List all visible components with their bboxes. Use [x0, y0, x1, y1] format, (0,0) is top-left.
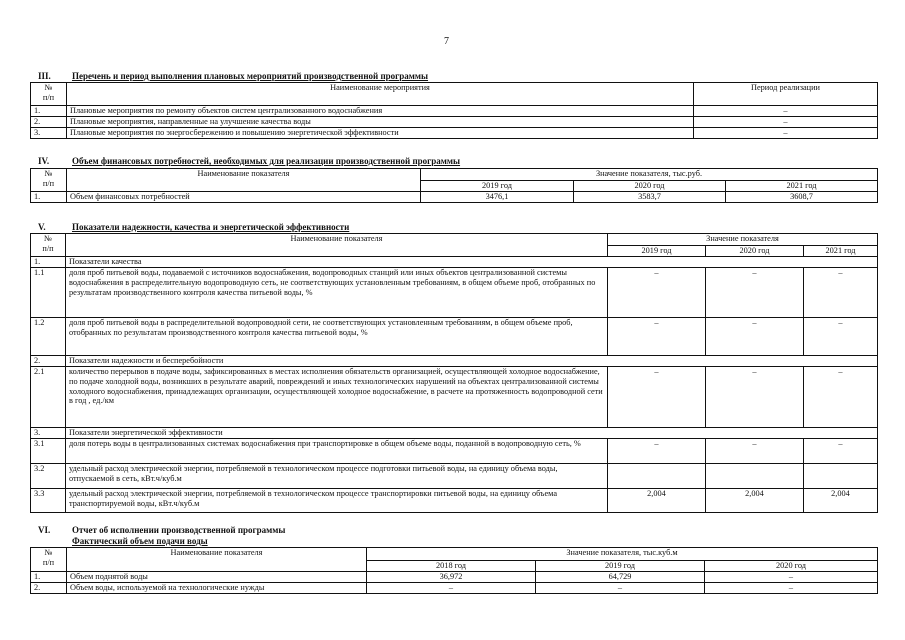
row-name: Объем поднятой воды	[67, 572, 367, 583]
table-group-row	[31, 257, 878, 268]
value-2021: 3608,7	[726, 192, 878, 203]
section-6-subtitle	[72, 536, 208, 546]
value-2019: 64,729	[536, 572, 705, 583]
header-no: №	[44, 234, 52, 243]
value-2019: –	[608, 439, 706, 464]
header-number-cell	[31, 234, 66, 257]
header-year-2018: 2018 год	[367, 561, 536, 572]
header-period: Период реализации	[694, 83, 878, 106]
row-name: удельный расход электрической энергии, потребляемой в технологическом процессе транспортировки питьевой воды, на единицу объема транспортируемой воды, кВт.ч/куб.м	[66, 489, 608, 513]
value-2018: 36,972	[367, 572, 536, 583]
section-4-title: Объем финансовых потребностей, необходимых для реализации производственной программы	[72, 156, 461, 166]
header-year-2020: 2020 год	[705, 561, 878, 572]
table-row	[31, 318, 878, 356]
table-group-row	[31, 356, 878, 367]
row-number: 1.	[31, 106, 67, 117]
header-name: Наименование показателя	[67, 548, 367, 572]
section-5-heading	[38, 222, 349, 232]
row-number: 1.	[31, 257, 66, 268]
header-year-2019: 2019 год	[421, 181, 574, 192]
header-no: №	[44, 548, 53, 557]
row-number: 1.	[31, 192, 67, 203]
header-year-2020: 2020 год	[706, 246, 804, 257]
row-number: 2.	[31, 356, 66, 367]
row-name: Плановые мероприятия по ремонту объектов систем централизованного водоснабжения	[67, 106, 694, 117]
section-3-title: Перечень и период выполнения плановых мероприятий производственной программы	[72, 71, 429, 81]
section-3-number: III.	[38, 71, 51, 81]
table-header-row	[31, 234, 878, 246]
section-6-table	[30, 547, 878, 594]
value-2019: –	[608, 318, 706, 356]
header-name: Наименование показателя	[66, 234, 608, 257]
row-period: –	[694, 128, 878, 139]
section-5-title: Показатели надежности, качества и энергетической эффективности	[72, 222, 350, 232]
table-row	[31, 572, 878, 583]
header-number-cell	[31, 83, 67, 106]
row-number: 1.2	[31, 318, 66, 356]
value-2020: 2,004	[706, 489, 804, 513]
section-4-heading	[38, 156, 460, 166]
value-2020: –	[706, 318, 804, 356]
row-name: Плановые мероприятия по энергосбережению и повышению энергетической эффективности	[67, 128, 694, 139]
header-pp: п/п	[42, 557, 55, 567]
group-name: Показатели энергетической эффективности	[66, 428, 878, 439]
table-header-row	[31, 83, 878, 106]
row-number: 3.3	[31, 489, 66, 513]
header-name: Наименование показателя	[67, 169, 421, 192]
value-2019: –	[608, 367, 706, 428]
row-name: Плановые мероприятия, направленные на улучшение качества воды	[67, 117, 694, 128]
table-header-row	[31, 548, 878, 561]
row-number: 2.1	[31, 367, 66, 428]
value-2020	[706, 464, 804, 489]
value-2019: 2,004	[608, 489, 706, 513]
value-2021: 2,004	[804, 489, 878, 513]
header-number-cell	[31, 548, 67, 572]
value-2020: 3583,7	[574, 192, 726, 203]
section-4-number: IV.	[38, 156, 50, 166]
row-name: Объем финансовых потребностей	[67, 192, 421, 203]
section-6-number: VI.	[38, 525, 51, 535]
row-name: количество перерывов в подаче воды, зафиксированных в местах исполнения обязательств организацией, осуществляющей холодное водоснабжение, по подаче холодной воды, возникших в результате аварий, повреждений и иных технологических нарушений на объектах централизованной системы холодного водоснабжения, принадлежащих организации, осуществляющей холодное водоснабжение, в расчете на протяженность водопроводной сети в год , ед./км	[66, 367, 608, 428]
value-2019: –	[608, 268, 706, 318]
row-name: доля проб питьевой воды, подаваемой с источников водоснабжения, водопроводных станций или иных объектов централизованной системы водоснабжения в распределительную водопроводную сеть, не соответствующих установленным требованиям, в общем объеме проб, отобранных по результатам производственного контроля качества питьевой воды, %	[66, 268, 608, 318]
value-2021	[804, 464, 878, 489]
header-no: №	[44, 169, 53, 178]
table-row	[31, 367, 878, 428]
table-row	[31, 583, 878, 594]
row-name: доля проб питьевой воды в распределительной водопроводной сети, не соответствующих установленным требованиям, в общем объеме проб, отобранных по результатам производственного контроля качества питьевой воды, %	[66, 318, 608, 356]
header-name: Наименование мероприятия	[67, 83, 694, 106]
row-number: 3.	[31, 428, 66, 439]
row-number: 1.	[31, 572, 67, 583]
header-year-2019: 2019 год	[608, 246, 706, 257]
section-6-heading	[38, 525, 285, 535]
value-2020: –	[706, 439, 804, 464]
section-5-number: V.	[38, 222, 46, 232]
section-4-table	[30, 168, 878, 203]
row-name: доля потерь воды в централизованных системах водоснабжения при транспортировке в общем объеме воды, поданной в водопроводную сеть, %	[66, 439, 608, 464]
value-2019: 3476,1	[421, 192, 574, 203]
header-value: Значение показателя, тыс.куб.м	[367, 548, 878, 561]
header-value: Значение показателя, тыс.руб.	[421, 169, 878, 181]
row-number: 2.	[31, 117, 67, 128]
value-2019: –	[536, 583, 705, 594]
value-2021: –	[804, 318, 878, 356]
table-header-row	[31, 169, 878, 181]
group-name: Показатели качества	[66, 257, 878, 268]
header-pp: п/п	[42, 243, 54, 253]
row-number: 3.2	[31, 464, 66, 489]
row-number: 1.1	[31, 268, 66, 318]
header-year-2020: 2020 год	[574, 181, 726, 192]
section-3-table	[30, 82, 878, 139]
section-6-title: Отчет об исполнении производственной программы	[72, 525, 286, 535]
table-row	[31, 117, 878, 128]
header-number-cell	[31, 169, 67, 192]
header-value: Значение показателя	[608, 234, 878, 246]
row-name: удельный расход электрической энергии, потребляемой в технологическом процессе подготовки питьевой воды, на единицу объема воды, отпускаемой в сеть, кВт.ч/куб.м	[66, 464, 608, 489]
header-no: №	[44, 83, 53, 92]
header-year-2021: 2021 год	[726, 181, 878, 192]
header-pp: п/п	[42, 92, 55, 102]
row-number: 2.	[31, 583, 67, 594]
row-period: –	[694, 117, 878, 128]
value-2020: –	[705, 583, 878, 594]
table-row	[31, 128, 878, 139]
row-number: 3.1	[31, 439, 66, 464]
value-2019	[608, 464, 706, 489]
value-2021: –	[804, 439, 878, 464]
table-row	[31, 464, 878, 489]
group-name: Показатели надежности и бесперебойности	[66, 356, 878, 367]
table-row	[31, 268, 878, 318]
header-year-2021: 2021 год	[804, 246, 878, 257]
row-number: 3.	[31, 128, 67, 139]
value-2021: –	[804, 367, 878, 428]
table-row	[31, 439, 878, 464]
value-2018: –	[367, 583, 536, 594]
table-group-row	[31, 428, 878, 439]
value-2020: –	[706, 268, 804, 318]
section-6-subtitle-text: Фактический объем подачи воды	[72, 536, 208, 546]
row-period: –	[694, 106, 878, 117]
table-row	[31, 192, 878, 203]
page-number: 7	[444, 36, 449, 47]
value-2021: –	[804, 268, 878, 318]
table-row	[31, 489, 878, 513]
header-year-2019: 2019 год	[536, 561, 705, 572]
table-row	[31, 106, 878, 117]
value-2020: –	[705, 572, 878, 583]
header-pp: п/п	[42, 178, 55, 188]
section-3-heading	[38, 71, 428, 81]
value-2020: –	[706, 367, 804, 428]
row-name: Объем воды, используемой на технологические нужды	[67, 583, 367, 594]
section-5-table	[30, 233, 878, 513]
